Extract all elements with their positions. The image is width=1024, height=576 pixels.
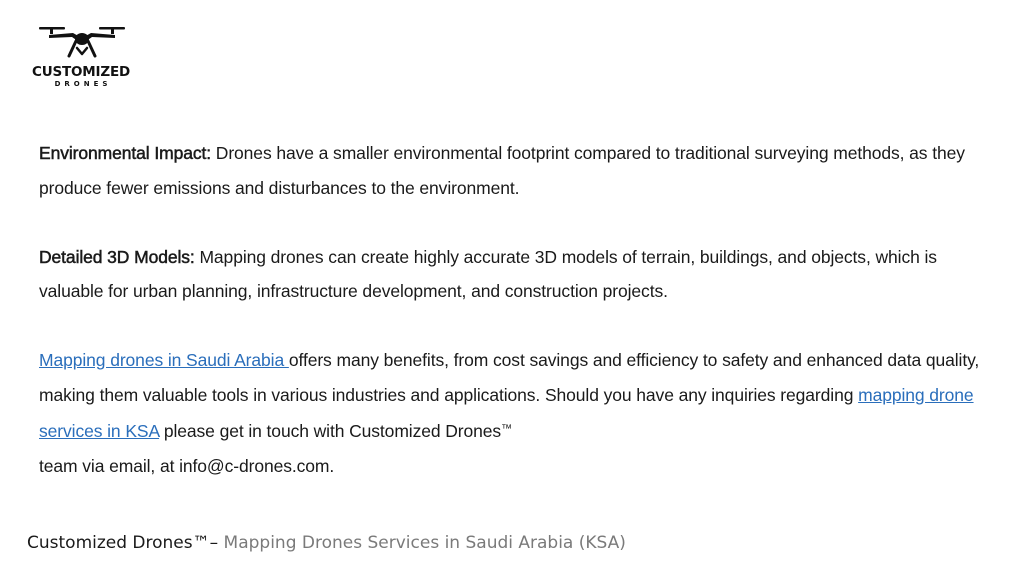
summary-paragraph [39, 343, 989, 483]
company-logo [22, 24, 142, 92]
logo-sub-text: DRONES [54, 80, 112, 88]
main-content [39, 136, 989, 518]
summary-text-3: team via email, at info@c-drones.com. [39, 455, 335, 476]
mapping-drone-services-ksa-link[interactable]: mapping drone services in KSA [39, 384, 974, 441]
footer-brand: Customized Drones™– [27, 533, 224, 553]
environmental-paragraph [39, 136, 989, 205]
models-paragraph [39, 240, 989, 309]
trademark-symbol: ™ [501, 423, 512, 435]
footer [27, 533, 626, 553]
summary-text-2: please get in touch with Customized Drones [159, 421, 502, 441]
logo-brand-text: CUSTOMIZED [32, 64, 130, 80]
environmental-label: Environmental Impact: [39, 143, 212, 163]
summary-text-1: offers many benefits, from cost savings and efficiency to safety and enhanced data quality, making them valuable tools in various industries and applications. Should you have any inquiries regarding [39, 350, 980, 405]
models-label: Detailed 3D Models: [39, 246, 195, 267]
footer-tagline: Mapping Drones Services in Saudi Arabia (KSA) [223, 533, 626, 553]
drone-icon [37, 24, 127, 64]
mapping-drones-saudi-link[interactable]: Mapping drones in Saudi Arabia [39, 350, 289, 370]
environmental-text: Drones have a smaller environmental footprint compared to traditional surveying methods, as they produce fewer emissions and disturbances to the environment. [39, 143, 965, 198]
models-text: Mapping drones can create highly accurate 3D models of terrain, buildings, and objects, which is valuable for urban planning, infrastructure development, and construction projects. [39, 246, 937, 301]
